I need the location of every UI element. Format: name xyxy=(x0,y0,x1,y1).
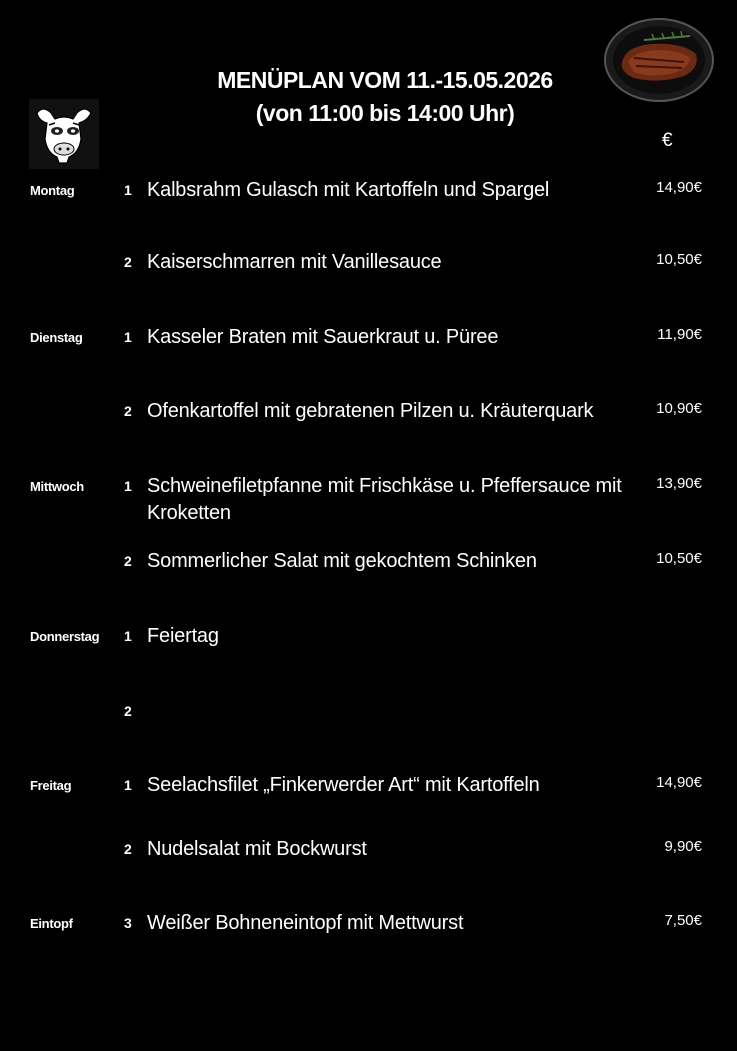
page-title: MENÜPLAN VOM 11.-15.05.2026 xyxy=(217,67,553,93)
dish-price: 13,90€ xyxy=(656,475,702,492)
dish-price: 7,50€ xyxy=(664,912,702,929)
dish-number: 1 xyxy=(124,628,132,644)
currency-header: € xyxy=(662,130,673,151)
steak-image-icon xyxy=(604,18,714,102)
dish-name: Seelachsfilet „Finkerwerder Art“ mit Kartoffeln xyxy=(147,774,540,796)
day-label: Eintopf xyxy=(30,916,73,931)
dish-name: Feiertag xyxy=(147,625,219,647)
dish-number: 1 xyxy=(124,777,132,793)
dish-number: 3 xyxy=(124,915,132,931)
dish-name: Schweinefiletpfanne mit Frischkäse u. Pfeffersauce mit Kroketten xyxy=(147,475,622,524)
day-label: Mittwoch xyxy=(30,479,84,494)
cow-logo-icon xyxy=(29,99,99,169)
dish-price: 10,90€ xyxy=(656,400,702,417)
dish-price: 14,90€ xyxy=(656,774,702,791)
dish-number: 2 xyxy=(124,841,132,857)
dish-name: Sommerlicher Salat mit gekochtem Schinken xyxy=(147,550,537,572)
day-label: Montag xyxy=(30,183,75,198)
page-subtitle: (von 11:00 bis 14:00 Uhr) xyxy=(255,100,515,126)
dish-number: 2 xyxy=(124,553,132,569)
dish-price: 9,90€ xyxy=(664,838,702,855)
dish-name: Weißer Bohneneintopf mit Mettwurst xyxy=(147,912,464,934)
dish-number: 2 xyxy=(124,254,132,270)
dish-name: Nudelsalat mit Bockwurst xyxy=(147,838,367,860)
dish-price: 14,90€ xyxy=(656,179,702,196)
dish-price: 10,50€ xyxy=(656,251,702,268)
dish-number: 1 xyxy=(124,329,132,345)
dish-number: 2 xyxy=(124,703,132,719)
day-label: Dienstag xyxy=(30,330,83,345)
dish-name: Kalbsrahm Gulasch mit Kartoffeln und Spargel xyxy=(147,179,550,201)
dish-name: Ofenkartoffel mit gebratenen Pilzen u. Kräuterquark xyxy=(147,400,594,422)
day-label: Donnerstag xyxy=(30,629,100,644)
dish-name: Kaiserschmarren mit Vanillesauce xyxy=(147,251,442,273)
dish-price: 11,90€ xyxy=(657,326,702,343)
dish-name: Kasseler Braten mit Sauerkraut u. Püree xyxy=(147,326,499,348)
dish-price: 10,50€ xyxy=(656,550,702,567)
dish-number: 1 xyxy=(124,182,132,198)
dish-number: 1 xyxy=(124,478,132,494)
dish-number: 2 xyxy=(124,403,132,419)
day-label: Freitag xyxy=(30,778,72,793)
